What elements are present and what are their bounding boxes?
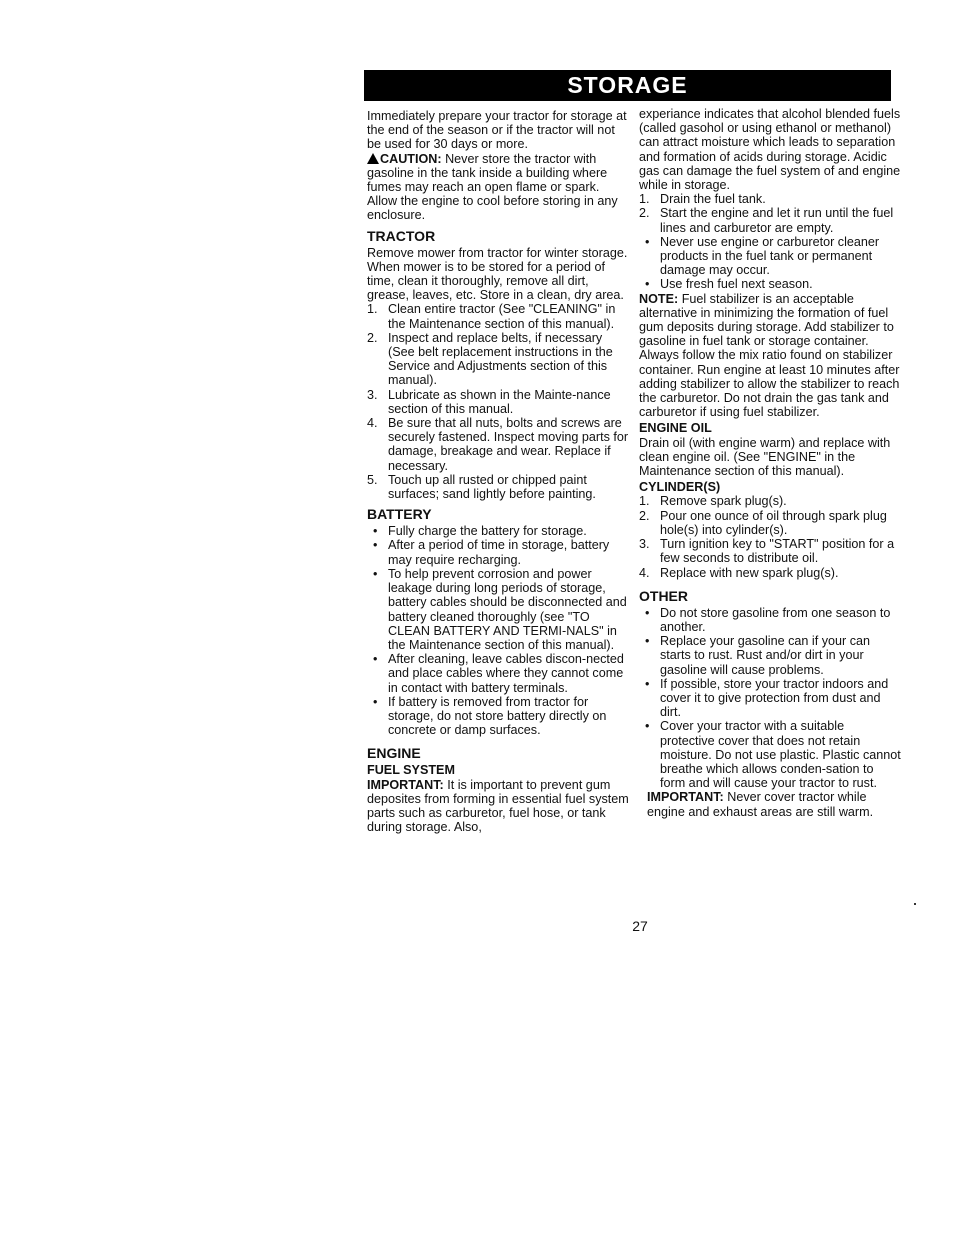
fuel-important-paragraph: IMPORTANT: It is important to prevent gum deposites from forming in essential fuel system parts such as carburetor, fuel hose, or tank during storage. Also,: [367, 777, 629, 835]
other-bullets: [639, 606, 901, 791]
list-item: 3. Lubricate as shown in the Mainte-nance section of this manual.: [367, 387, 611, 416]
engine-oil-heading: ENGINE OIL: [639, 421, 712, 436]
list-item: • After a period of time in storage, battery may require recharging.: [373, 538, 610, 567]
engine-oil-paragraph: Drain oil (with engine warm) and replace with clean engine oil. (See "ENGINE" in the Maintenance section of this manual).: [639, 435, 891, 479]
fuel-continued-paragraph: experiance indicates that alcohol blended fuels (called gasohol or using ethanol or methanol) can attract moisture which leads to separation and formation of acids during storage. Acidic gas can damage the fuel system of and engine while in storage.: [639, 107, 901, 193]
caution-text: Never store the tractor with gasoline in the tank inside a building where fumes may reach an open flame or spark. Allow the engine to cool before storing in any enclosure.: [367, 151, 618, 223]
list-item: • Do not store gasoline from one season to another.: [645, 605, 891, 634]
battery-bullets: [367, 524, 629, 737]
note-label: NOTE:: [639, 291, 679, 306]
fuel-system-heading: FUEL SYSTEM: [367, 763, 455, 778]
fuel-steps: [639, 192, 901, 235]
note-paragraph: NOTE: Fuel stabilizer is an acceptable alternative in minimizing the formation of fuel gum deposits during storage. Add stabilizer to gasoline in fuel tank or storage container. Always follow the mix ratio found on stabilizer container. Run engine at least 10 minutes after adding stabilizer to allow the stabilizer to reach the carburetor. Do not drain the gas tank and carburetor if using fuel stabilizer.: [639, 291, 900, 420]
important-label: IMPORTANT:: [367, 777, 444, 792]
cylinder-steps: [639, 494, 901, 579]
list-item: • Fully charge the battery for storage.: [373, 524, 587, 539]
cylinders-heading: CYLINDER(S): [639, 480, 721, 495]
tractor-paragraph: Remove mower from tractor for winter storage. When mower is to be stored for a period of time, clean it thoroughly, remove all dirt, grease, leaves, etc. Store in a clean, dry area.: [367, 245, 628, 303]
warning-triangle-icon: [367, 153, 379, 164]
list-item: 3. Turn ignition key to "START" position for a few seconds to distribute oil.: [639, 537, 895, 566]
list-item: • If possible, store your tractor indoors and cover it to give protection from dust and dirt.: [645, 676, 889, 720]
other-heading: OTHER: [639, 587, 688, 604]
stray-mark: [914, 903, 916, 905]
caution-label: CAUTION:: [380, 151, 442, 166]
list-item: 2. Inspect and replace belts, if necessary (See belt replacement instructions in the Service and Adjustments section of this manual).: [367, 330, 613, 388]
section-banner: STORAGE: [364, 70, 891, 101]
list-item: 2. Start the engine and let it run until the fuel lines and carburetor are empty.: [639, 206, 894, 235]
tractor-heading: TRACTOR: [367, 227, 436, 244]
list-item: 2. Pour one ounce of oil through spark plug hole(s) into cylinder(s).: [639, 508, 887, 537]
intro-paragraph: Immediately prepare your tractor for storage at the end of the season or if the tractor will not be used for 30 days or more.: [367, 109, 627, 152]
list-item: 1. Clean entire tractor (See "CLEANING" in the Maintenance section of this manual).: [367, 302, 616, 331]
left-column: [367, 109, 629, 834]
page-number: 27: [632, 918, 648, 934]
battery-heading: BATTERY: [367, 506, 432, 523]
list-item: • After cleaning, leave cables discon-nected and place cables where they cannot come in contact with battery terminals.: [373, 652, 624, 695]
fuel-bullets: [639, 235, 901, 292]
list-item: 1. Drain the fuel tank.: [639, 192, 766, 207]
list-item: • If battery is removed from tractor for storage, do not store battery directly on concrete or damp surfaces.: [373, 694, 607, 738]
list-item: 4. Be sure that all nuts, bolts and screws are securely fastened. Inspect moving parts for damage, breakage and wear. Replace if necessary.: [367, 416, 629, 473]
list-item: • Replace your gasoline can if your can starts to rust. Rust and/or dirt in your gasoline will cause problems.: [645, 634, 871, 677]
list-item: • Use fresh fuel next season.: [645, 277, 813, 292]
right-column: [639, 107, 901, 819]
list-item: • Cover your tractor with a suitable protective cover that does not retain moisture. Do not use plastic. Plastic cannot breathe which allows conden-sation to form and will cause your tractor to rust.: [645, 719, 901, 791]
list-item: 5. Touch up all rusted or chipped paint surfaces; sand lightly before painting.: [367, 472, 596, 502]
list-item: 1. Remove spark plug(s).: [639, 494, 787, 509]
list-item: 4. Replace with new spark plug(s).: [639, 565, 839, 580]
list-item: • Never use engine or carburetor cleaner products in the fuel tank or permanent damage may occur.: [645, 234, 880, 278]
tractor-steps: [367, 302, 629, 501]
other-important-paragraph: IMPORTANT: Never cover tractor while engine and exhaust areas are still warm.: [647, 790, 874, 819]
list-item: • To help prevent corrosion and power leakage during long periods of storage, battery cables should be disconnected and battery cleaned thoroughly (see "TO CLEAN BATTERY AND TERMI-NALS" in the Maintenance section of this manual).: [373, 566, 627, 652]
important-label: IMPORTANT:: [647, 790, 724, 805]
engine-heading: ENGINE: [367, 745, 421, 762]
caution-paragraph: [367, 152, 629, 223]
